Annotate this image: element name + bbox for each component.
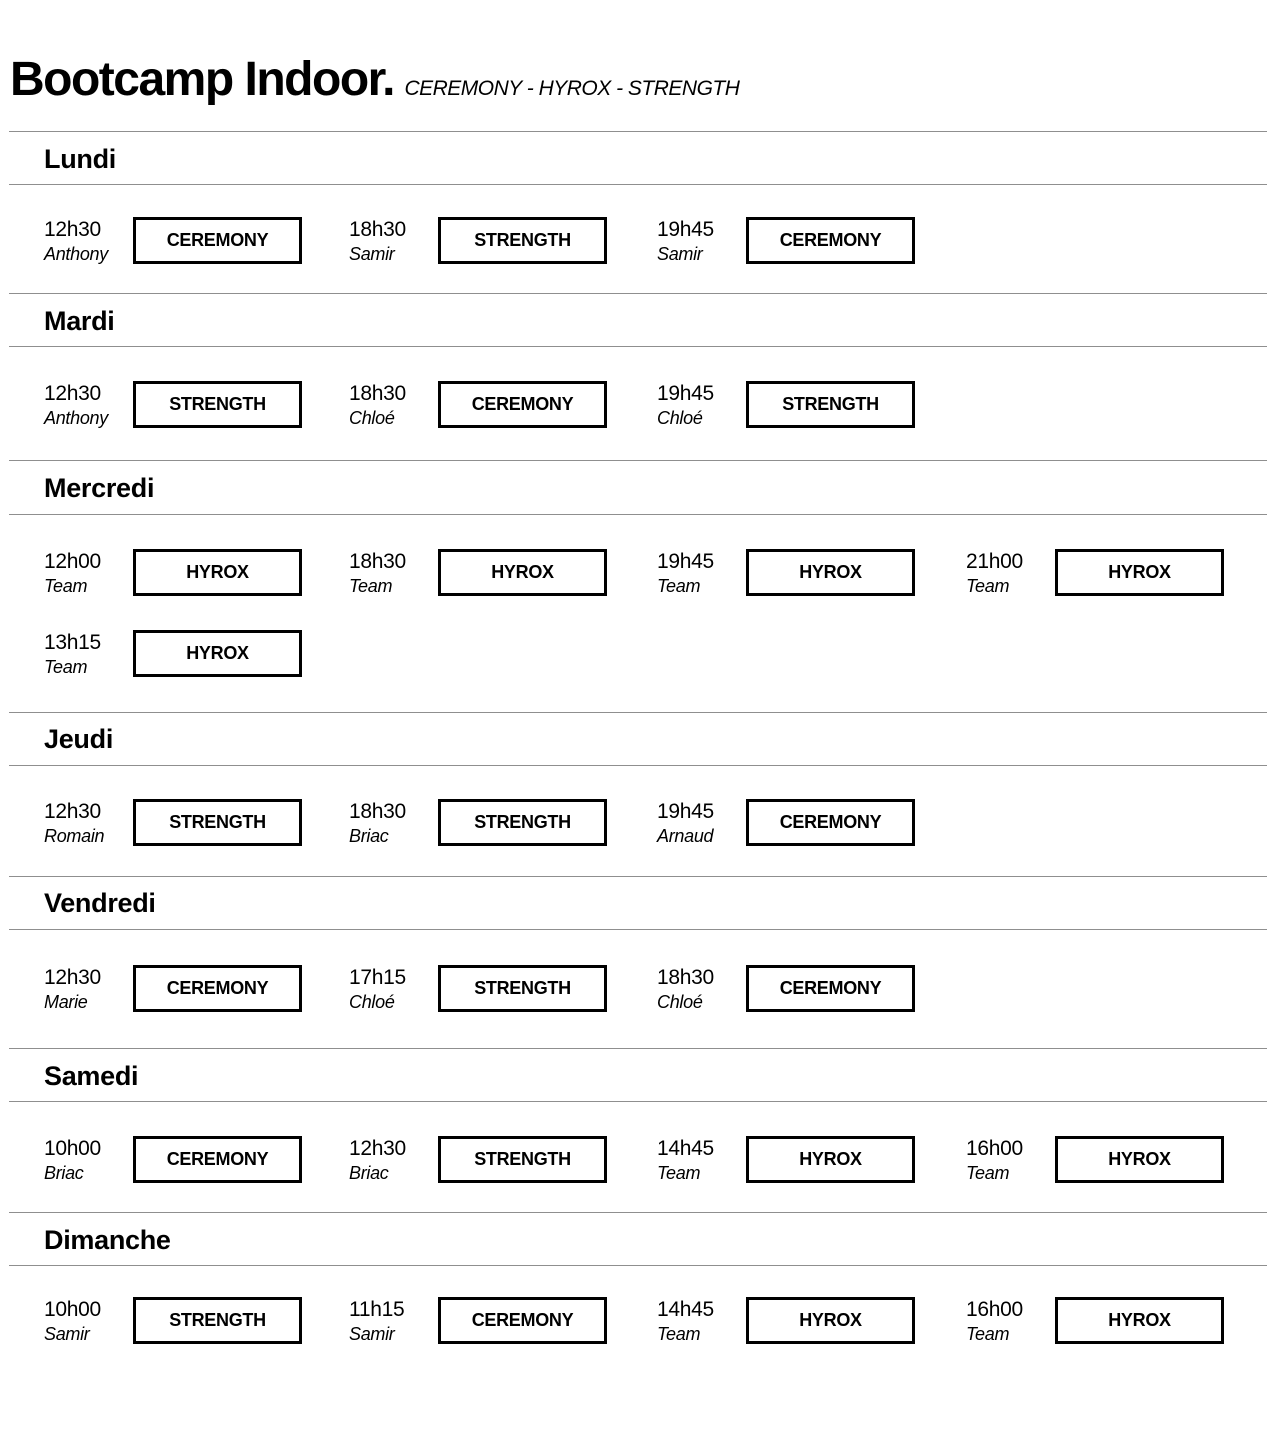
session-slot — [657, 1298, 957, 1351]
day-title-dimanche: Dimanche — [44, 1225, 171, 1255]
session-time: 16h00 — [966, 1137, 1023, 1160]
session-coach: Team — [349, 576, 393, 596]
session-slot — [657, 382, 957, 435]
session-coach: Chloé — [657, 408, 703, 428]
divider — [9, 929, 1267, 930]
session-time: 11h15 — [349, 1298, 405, 1321]
session-time: 12h30 — [349, 1137, 406, 1160]
session-coach: Briac — [349, 1163, 389, 1183]
class-button[interactable]: HYROX — [133, 630, 302, 677]
class-button[interactable]: STRENGTH — [746, 381, 915, 428]
divider — [9, 346, 1267, 347]
class-button[interactable]: STRENGTH — [438, 217, 607, 264]
session-time: 12h30 — [44, 800, 101, 823]
session-coach: Samir — [349, 244, 395, 264]
divider — [9, 293, 1267, 294]
session-coach: Team — [657, 1163, 701, 1183]
divider — [9, 1265, 1267, 1266]
class-button[interactable]: HYROX — [1055, 549, 1224, 596]
session-time: 17h15 — [349, 966, 406, 989]
session-time: 19h45 — [657, 382, 714, 405]
class-button[interactable]: STRENGTH — [438, 1136, 607, 1183]
session-slot — [44, 800, 344, 853]
session-time: 12h30 — [44, 382, 101, 405]
session-time: 19h45 — [657, 550, 714, 573]
class-button[interactable]: CEREMONY — [133, 217, 302, 264]
session-slot — [349, 1137, 649, 1190]
day-title-mercredi: Mercredi — [44, 473, 155, 503]
session-coach: Romain — [44, 826, 105, 846]
session-slot — [349, 218, 649, 271]
session-time: 12h00 — [44, 550, 101, 573]
session-slot — [657, 1137, 957, 1190]
class-button[interactable]: CEREMONY — [133, 1136, 302, 1183]
session-coach: Team — [966, 1163, 1010, 1183]
class-button[interactable]: HYROX — [746, 1136, 915, 1183]
session-slot — [44, 218, 344, 271]
session-coach: Team — [44, 657, 88, 677]
session-slot — [349, 800, 649, 853]
divider — [9, 876, 1267, 877]
divider — [9, 131, 1267, 132]
page-subtitle: CEREMONY - HYROX - STRENGTH — [404, 77, 740, 100]
session-slot — [44, 1137, 344, 1190]
session-coach: Arnaud — [657, 826, 714, 846]
class-button[interactable]: HYROX — [746, 1297, 915, 1344]
class-button[interactable]: HYROX — [438, 549, 607, 596]
class-button[interactable]: STRENGTH — [133, 799, 302, 846]
class-button[interactable]: HYROX — [1055, 1136, 1224, 1183]
divider — [9, 1212, 1267, 1213]
session-slot — [349, 382, 649, 435]
session-coach: Samir — [349, 1324, 395, 1344]
session-slot — [44, 631, 344, 684]
session-time: 21h00 — [966, 550, 1023, 573]
session-coach: Team — [657, 576, 701, 596]
class-button[interactable]: STRENGTH — [133, 381, 302, 428]
session-time: 14h45 — [657, 1137, 714, 1160]
class-button[interactable]: HYROX — [746, 549, 915, 596]
class-button[interactable]: CEREMONY — [438, 1297, 607, 1344]
session-slot — [44, 382, 344, 435]
divider — [9, 765, 1267, 766]
session-coach: Marie — [44, 992, 88, 1012]
session-coach: Samir — [657, 244, 703, 264]
day-title-vendredi: Vendredi — [44, 888, 156, 918]
divider — [9, 184, 1267, 185]
divider — [9, 1048, 1267, 1049]
session-slot — [657, 966, 957, 1019]
session-coach: Team — [966, 1324, 1010, 1344]
session-coach: Samir — [44, 1324, 90, 1344]
session-coach: Briac — [349, 826, 389, 846]
session-time: 18h30 — [349, 218, 406, 241]
class-button[interactable]: CEREMONY — [133, 965, 302, 1012]
class-button[interactable]: HYROX — [1055, 1297, 1224, 1344]
session-time: 12h30 — [44, 966, 101, 989]
session-slot — [44, 966, 344, 1019]
class-button[interactable]: CEREMONY — [746, 965, 915, 1012]
session-time: 18h30 — [349, 550, 406, 573]
session-coach: Chloé — [657, 992, 703, 1012]
class-button[interactable]: HYROX — [133, 549, 302, 596]
session-slot — [657, 550, 957, 603]
session-slot — [349, 1298, 649, 1351]
session-time: 13h15 — [44, 631, 101, 654]
divider — [9, 460, 1267, 461]
session-slot — [349, 966, 649, 1019]
session-coach: Chloé — [349, 408, 395, 428]
divider — [9, 712, 1267, 713]
class-button[interactable]: CEREMONY — [746, 217, 915, 264]
session-time: 18h30 — [349, 800, 406, 823]
session-slot — [657, 218, 957, 271]
session-coach: Team — [44, 576, 88, 596]
session-slot — [966, 1137, 1266, 1190]
session-coach: Briac — [44, 1163, 84, 1183]
session-slot — [44, 550, 344, 603]
page-title: Bootcamp Indoor. — [10, 53, 394, 106]
day-title-lundi: Lundi — [44, 144, 116, 174]
session-time: 10h00 — [44, 1298, 101, 1321]
session-coach: Anthony — [44, 244, 108, 264]
class-button[interactable]: STRENGTH — [438, 799, 607, 846]
divider — [9, 514, 1267, 515]
session-time: 18h30 — [349, 382, 406, 405]
session-coach: Chloé — [349, 992, 395, 1012]
session-time: 19h45 — [657, 218, 714, 241]
page-header — [10, 52, 739, 107]
session-slot — [966, 550, 1266, 603]
session-slot — [349, 550, 649, 603]
session-slot — [657, 800, 957, 853]
class-button[interactable]: STRENGTH — [133, 1297, 302, 1344]
session-slot — [44, 1298, 344, 1351]
session-coach: Anthony — [44, 408, 108, 428]
class-button[interactable]: CEREMONY — [438, 381, 607, 428]
class-button[interactable]: CEREMONY — [746, 799, 915, 846]
session-time: 16h00 — [966, 1298, 1023, 1321]
day-title-mardi: Mardi — [44, 306, 115, 336]
session-time: 12h30 — [44, 218, 101, 241]
session-time: 19h45 — [657, 800, 714, 823]
session-time: 10h00 — [44, 1137, 101, 1160]
session-coach: Team — [657, 1324, 701, 1344]
day-title-samedi: Samedi — [44, 1061, 139, 1091]
divider — [9, 1101, 1267, 1102]
session-coach: Team — [966, 576, 1010, 596]
class-button[interactable]: STRENGTH — [438, 965, 607, 1012]
session-time: 14h45 — [657, 1298, 714, 1321]
day-title-jeudi: Jeudi — [44, 724, 114, 754]
session-slot — [966, 1298, 1266, 1351]
session-time: 18h30 — [657, 966, 714, 989]
